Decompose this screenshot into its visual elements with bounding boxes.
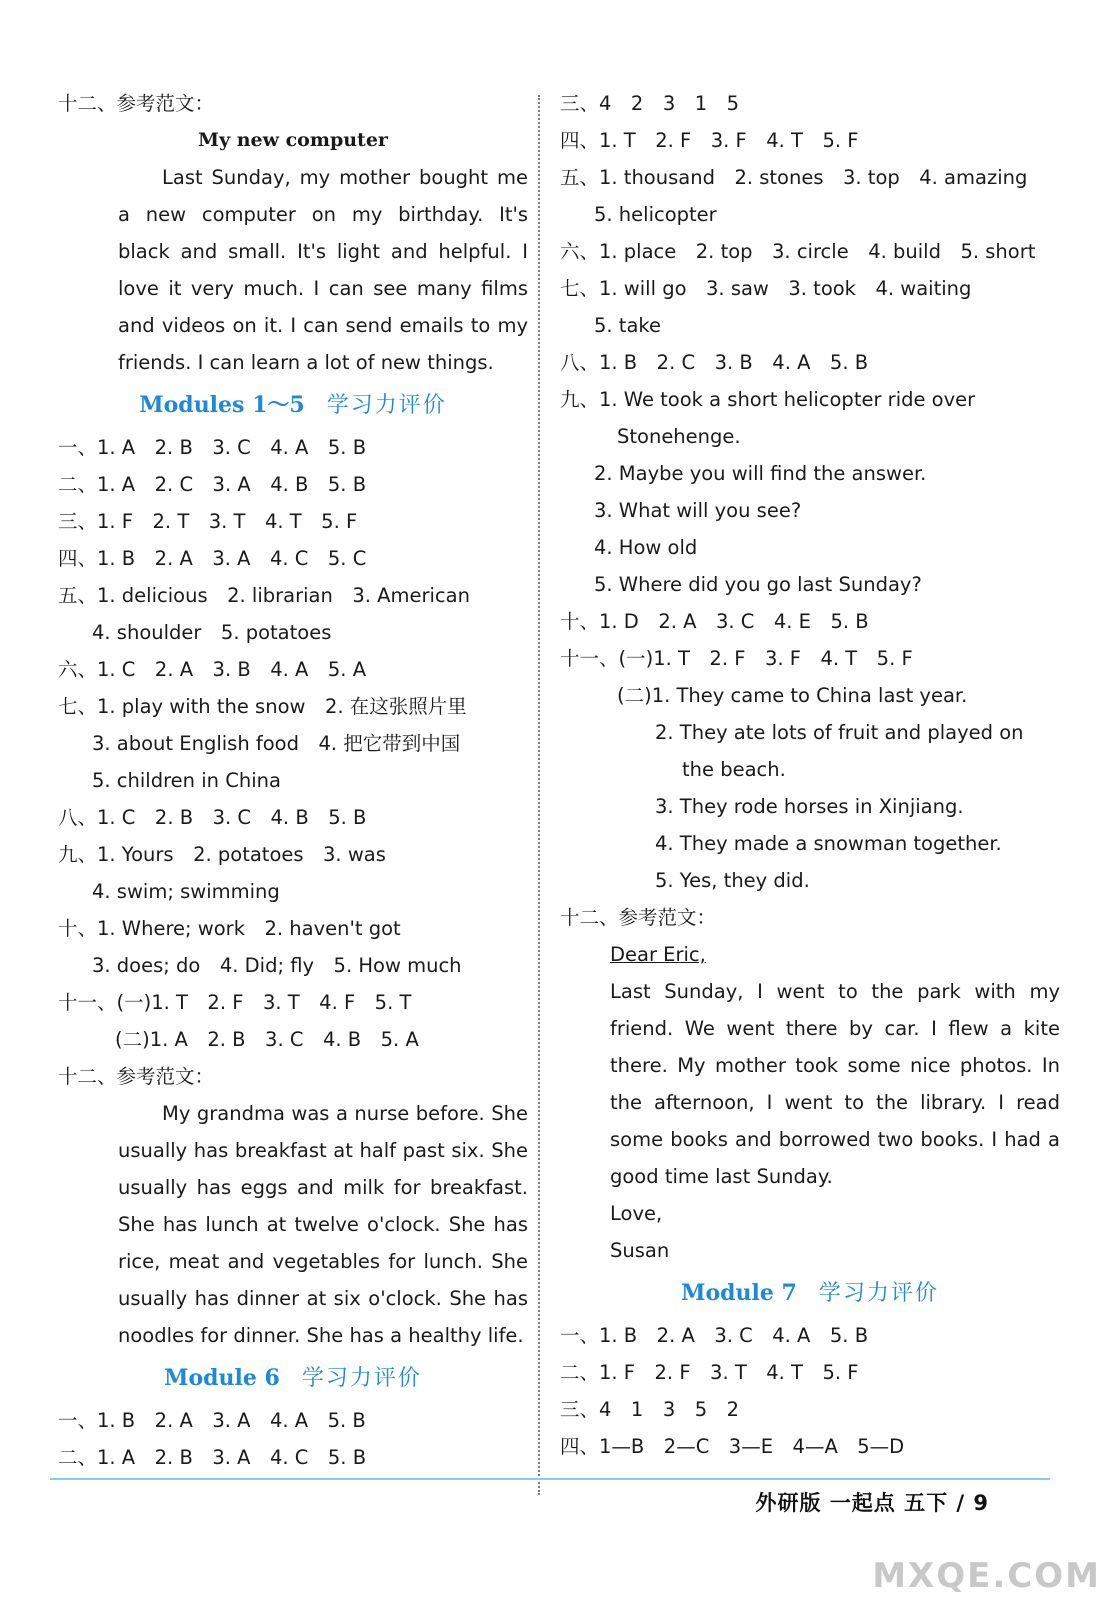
answer-line: the beach. [682, 758, 786, 781]
answer-line: 四、1. T 2. F 3. F 4. T 5. F [560, 129, 859, 152]
answer-line: 三、4 2 3 1 5 [560, 92, 740, 115]
section-module-7 [560, 1269, 1060, 1317]
answer-line: 5. Yes, they did. [655, 869, 810, 892]
answer-line: Stonehenge. [617, 425, 741, 448]
section-title: Modules 1～5 [139, 392, 305, 418]
answer-line: 七、1. will go 3. saw 3. took 4. waiting [560, 277, 972, 300]
answer-line: 九、1. We took a short helicopter ride over [560, 388, 976, 411]
answer-line: 三、1. F 2. T 3. T 4. T 5. F [58, 510, 358, 533]
answer-line: 二、1. F 2. F 3. T 4. T 5. F [560, 1361, 859, 1384]
letter-greeting [560, 936, 1060, 973]
column-divider [538, 95, 540, 1495]
answer-line: 2. They ate lots of fruit and played on [655, 721, 1024, 744]
answer-line: 二、1. A 2. C 3. A 4. B 5. B [58, 473, 367, 496]
answer-line: 3. about English food 4. 把它带到中国 [92, 732, 461, 755]
answer-line: 4. swim; swimming [92, 880, 280, 903]
answer-line: 5. helicopter [594, 203, 717, 226]
answer-line: 十、1. Where; work 2. haven't got [58, 917, 401, 940]
answer-line: 六、1. place 2. top 3. circle 4. build 5. short [560, 240, 1036, 263]
greeting-text: Dear Eric, [610, 943, 706, 966]
answer-line: 一、1. B 2. A 3. A 4. A 5. B [58, 1409, 366, 1432]
answer-line: 四、1—B 2—C 3—E 4—A 5—D [560, 1435, 905, 1458]
answer-line: 4. They made a snowman together. [655, 832, 1002, 855]
watermark: MXQE.COM [872, 1556, 1101, 1596]
answer-line: 2. Maybe you will find the answer. [594, 462, 927, 485]
answer-line: 4. How old [594, 536, 698, 559]
answer-line: 五、1. thousand 2. stones 3. top 4. amazing [560, 166, 1028, 189]
answer-line: 五、1. delicious 2. librarian 3. American [58, 584, 470, 607]
answer-line: 5. children in China [92, 769, 281, 792]
answer-line: 3. What will you see? [594, 499, 802, 522]
section-modules-1-5 [58, 381, 528, 429]
footer-label: 外研版 一起点 五下 / 9 [755, 1491, 989, 1515]
answer-line: 八、1. C 2. B 3. C 4. B 5. B [58, 806, 367, 829]
letter-heading: 十二、参考范文： [560, 906, 717, 929]
answer-line: 九、1. Yours 2. potatoes 3. was [58, 843, 386, 866]
answer-line: 一、1. A 2. B 3. C 4. A 5. B [58, 436, 367, 459]
essay1-heading: 十二、参考范文： [58, 92, 215, 115]
essay1-text: Last Sunday, my mother bought me a new computer on my birthday. It's black and small. It's light and helpful. I love it very much. I can see many films and videos on it. I can send emails to my friends. I can learn a lot of new things. [118, 166, 528, 374]
section-title: Module 7 [681, 1280, 797, 1306]
answer-line: 二、1. A 2. B 3. A 4. C 5. B [58, 1446, 367, 1469]
left-column [58, 85, 528, 1476]
essay1-title: My new computer [198, 129, 388, 151]
answer-line: 四、1. B 2. A 3. A 4. C 5. C [58, 547, 367, 570]
essay2-heading: 十二、参考范文： [58, 1065, 215, 1088]
section-cn: 学习力评价 [818, 1281, 939, 1306]
section-title: Module 6 [164, 1365, 280, 1391]
answer-line: 十、1. D 2. A 3. C 4. E 5. B [560, 610, 869, 633]
answer-line: (二)1. They came to China last year. [617, 684, 968, 707]
answer-line: 十一、(一)1. T 2. F 3. F 4. T 5. F [560, 647, 913, 670]
letter-body: Last Sunday, I went to the park with my friend. We went there by car. I flew a kite there. My mother took some nice photos. In the afternoon, I went to the library. I read some books and borrowed two books. I had a good time last Sunday. [610, 980, 1060, 1188]
answer-line: 七、1. play with the snow 2. 在这张照片里 [58, 695, 467, 718]
section-cn: 学习力评价 [326, 393, 447, 418]
answer-line: 三、4 1 3 5 2 [560, 1398, 740, 1421]
letter-closing: Love, [610, 1202, 663, 1225]
answer-line: 3. They rode horses in Xinjiang. [655, 795, 964, 818]
answer-line: 3. does; do 4. Did; fly 5. How much [92, 954, 462, 977]
answer-line: (二)1. A 2. B 3. C 4. B 5. A [115, 1028, 419, 1051]
section-cn: 学习力评价 [301, 1366, 422, 1391]
answer-line: 5. take [594, 314, 661, 337]
answer-line: 八、1. B 2. C 3. B 4. A 5. B [560, 351, 869, 374]
letter-signature: Susan [610, 1239, 670, 1262]
essay2-text: My grandma was a nurse before. She usually has breakfast at half past six. She usually has eggs and milk for breakfast. She has lunch at twelve o'clock. She has rice, meat and vegetables for lunch. She usually has dinner at six o'clock. She has noodles for dinner. She has a healthy life. [118, 1102, 528, 1347]
right-column [560, 85, 1060, 1465]
answer-line: 5. Where did you go last Sunday? [594, 573, 922, 596]
section-module-6 [58, 1354, 528, 1402]
footer-rule [50, 1478, 1050, 1480]
answer-line: 一、1. B 2. A 3. C 4. A 5. B [560, 1324, 869, 1347]
answer-line: 六、1. C 2. A 3. B 4. A 5. A [58, 658, 367, 681]
answer-line: 十一、(一)1. T 2. F 3. T 4. F 5. T [58, 991, 412, 1014]
answer-line: 4. shoulder 5. potatoes [92, 621, 332, 644]
